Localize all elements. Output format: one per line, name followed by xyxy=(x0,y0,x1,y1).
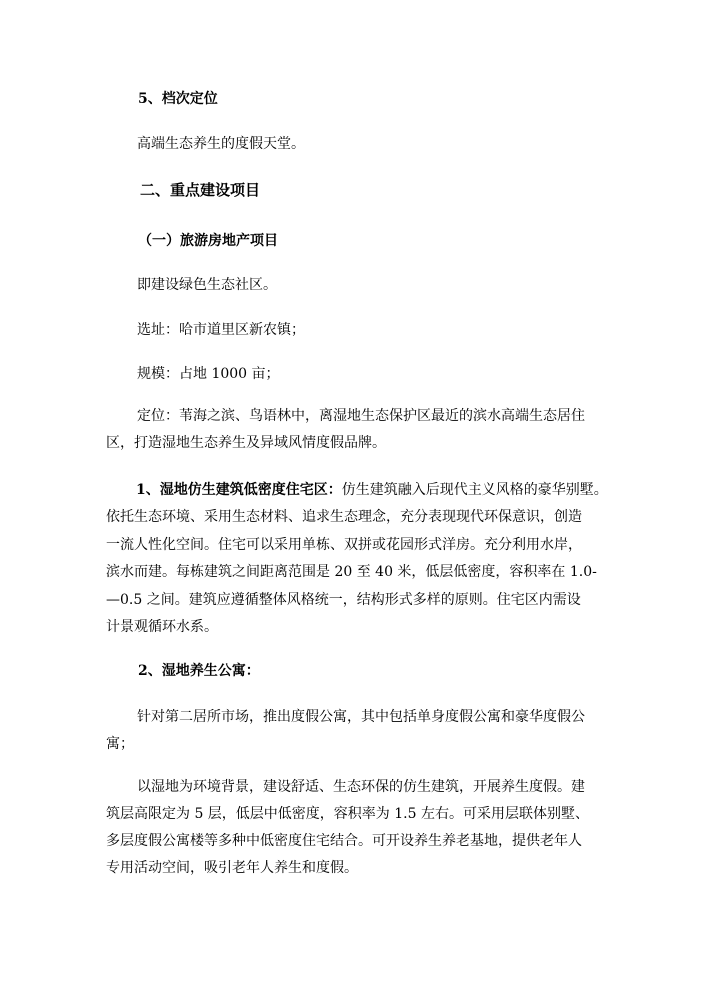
item2-para2-line1: 以湿地为环境背景，建设舒适、生态环保的仿生建筑，开展养生度假。建 xyxy=(137,779,585,795)
section5-heading: 5、档次定位 xyxy=(138,91,218,107)
item1-line4: 滨水而建。每栋建筑之间距离范围是 20 至 40 米，低层低密度，容积率在 1.0- xyxy=(106,564,597,580)
item2-para2-line4: 专用活动空间，吸引老年人养生和度假。 xyxy=(106,860,358,876)
item2-heading: 2、湿地养生公寓： xyxy=(138,663,260,679)
subsection1-site: 选址：哈市道里区新农镇； xyxy=(137,322,305,338)
item2-para1-line2: 寓； xyxy=(106,736,134,752)
section5-text: 高端生态养生的度假天堂。 xyxy=(137,136,305,152)
item1-line3: 一流人性化空间。住宅可以采用单栋、双拼或花园形式洋房。充分利用水岸， xyxy=(106,537,582,553)
item2-para2-line3: 多层度假公寓楼等多种中低密度住宅结合。可开设养生养老基地，提供老年人 xyxy=(106,833,582,849)
item1-line1 xyxy=(136,480,608,500)
item1-line5: —0.5 之间。建筑应遵循整体风格统一，结构形式多样的原则。住宅区内需设 xyxy=(106,592,581,608)
item1-heading: 1、湿地仿生建筑低密度住宅区： xyxy=(136,482,342,498)
section-two-heading: 二、重点建设项目 xyxy=(140,181,261,199)
item1-line1-rest: 仿生建筑融入后现代主义风格的豪华别墅。 xyxy=(341,482,608,498)
subsection1-scale: 规模：占地 1000 亩； xyxy=(137,366,280,382)
item2-para1-line1: 针对第二居所市场，推出度假公寓，其中包括单身度假公寓和豪华度假公 xyxy=(137,709,585,725)
subsection1-position-line1: 定位：苇海之滨、鸟语林中，离湿地生态保护区最近的滨水高端生态居住 xyxy=(137,408,585,424)
subsection1-intro: 即建设绿色生态社区。 xyxy=(137,277,277,293)
item2-para2-line2: 筑层高限定为 5 层，低层中低密度，容积率为 1.5 左右。可采用层联体别墅、 xyxy=(106,806,589,822)
subsection1-heading: （一）旅游房地产项目 xyxy=(138,233,278,249)
item1-line2: 依托生态环境、采用生态材料、追求生态理念，充分表现现代环保意识，创造 xyxy=(106,509,582,525)
subsection1-position-line2: 区，打造湿地生态养生及异域风情度假品牌。 xyxy=(106,435,386,451)
item1-line6: 计景观循环水系。 xyxy=(106,619,218,635)
